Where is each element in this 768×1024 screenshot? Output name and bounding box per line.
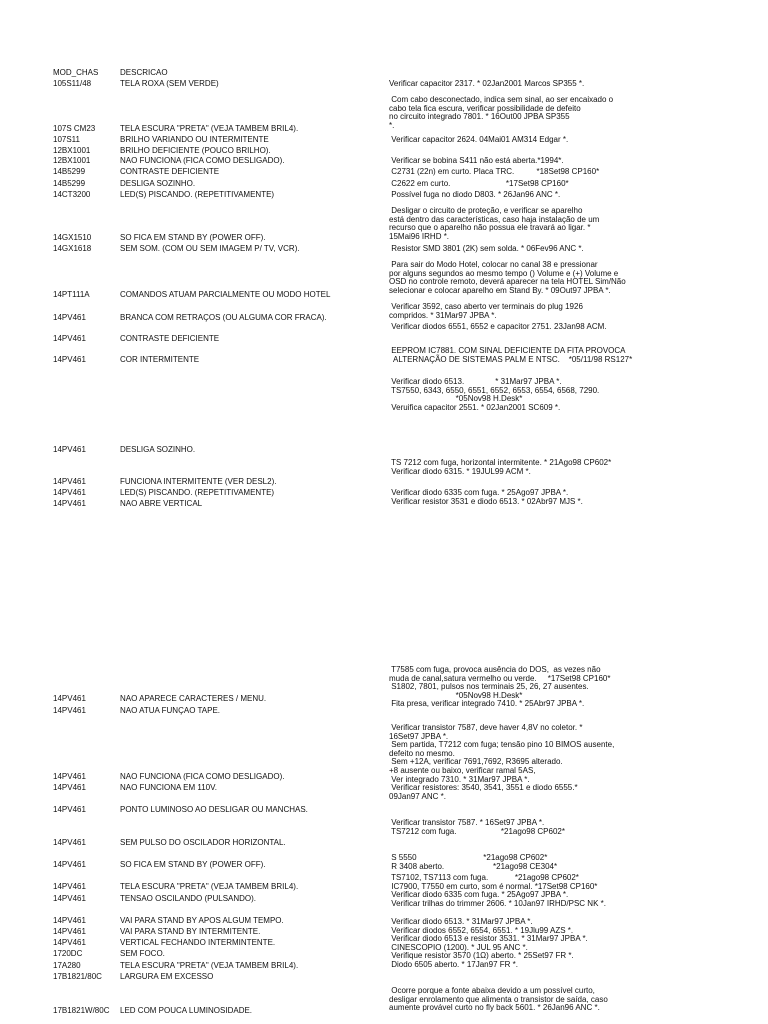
solution-line: Verificar 3592, caso aberto ver terminais do plug 1926 (389, 302, 583, 311)
solution-line: TS7550, 6343, 6550, 6551, 6552, 6553, 6554, 6568, 7290. (389, 385, 600, 395)
solution-line: S1802, 7801, pulsos nos terminais 25, 26, 27 ausentes. (389, 682, 589, 692)
solution-line: 16Set97 JPBA *. (389, 731, 449, 741)
solution-line: TS 7212 com fuga, horizontal intermitente. * 21Ago98 CP602* (389, 458, 612, 467)
solution-line: recurso que o aparelho não possua ele travará ao ligar. * (389, 223, 591, 233)
row-model: 107S CM23 (53, 124, 96, 133)
row-model: 14PV461 (53, 916, 86, 925)
row-description: BRANCA COM RETRAÇOS (OU ALGUMA COR FRACA). (120, 313, 327, 322)
solution-line: Verificar trilhas do trimmer 2606. * 10Jan97 IRHD/PSC NK *. (389, 898, 606, 908)
row-model: 14PV461 (53, 938, 86, 947)
row-model: 14PT111A (53, 290, 90, 299)
solution-line: Para sair do Modo Hotel, colocar no canal 38 e pressionar (389, 260, 598, 269)
solution-line: no circuito integrado 7801. * 16Out00 JPBA SP355 (389, 112, 570, 122)
solution-line: Com cabo desconectado, indica sem sinal, ao ser encaixado o (389, 95, 614, 104)
row-description: PONTO LUMINOSO AO DESLIGAR OU MANCHAS. (120, 805, 308, 814)
row-model: 14PV461 (53, 860, 86, 869)
row-description: TELA ROXA (SEM VERDE) (120, 79, 219, 88)
row-model: 14PV461 (53, 488, 86, 497)
solution-line: C2622 em curto. *17Set98 CP160* (389, 179, 569, 188)
row-model: 14B5299 (53, 167, 86, 176)
solution-line: defeito no mesmo. (389, 748, 455, 758)
row-model: 14PV461 (53, 694, 86, 703)
solution-line: S 5550 *21ago98 CP602* (389, 853, 548, 862)
row-model: 14PV461 (53, 838, 86, 847)
row-model: 14CT3200 (53, 190, 91, 199)
header-model: MOD_CHAS (53, 68, 99, 77)
row-model: 14PV461 (53, 477, 86, 486)
row-description: TENSAO OSCILANDO (PULSANDO). (120, 894, 257, 903)
solution-line: CINESCOPIO (1200). * JUL 95 ANC *. (389, 942, 528, 952)
header-description: DESCRICAO (120, 68, 168, 77)
row-description: BRILHO DEFICIENTE (POUCO BRILHO). (120, 146, 271, 155)
solution-line: Veruifica capacitor 2551. * 02Jan2001 SC609 *. (389, 402, 561, 412)
solution-line: Verificar diodo 6335 com fuga. * 25Ago97 JPBA *. (389, 488, 569, 497)
row-model: 14PV461 (53, 334, 86, 343)
solution-line: selecionar e colocar aparelho em Stand By. * 09Out97 JPBA *. (389, 285, 611, 295)
solution-line: Verificar diodo 6513 e resistor 3531. * 31Mar97 JPBA *. (389, 934, 588, 944)
solution-line: muda de canal,satura vermelho ou verde. *17Set98 CP160* (389, 673, 611, 683)
solution-line: Ocorre porque a fonte abaixa devido a um possível curto, (389, 986, 595, 995)
solution-line: Verificar resistor 3531 e diodo 6513. * 02Abr97 MJS *. (389, 496, 583, 506)
row-description: NAO FUNCIONA (FICA COMO DESLIGADO). (120, 772, 285, 781)
row-model: 17A280 (53, 961, 81, 970)
solution-line: Verificar transistor 7587, deve haver 4,8V no coletor. * (389, 723, 583, 732)
solution-line: Verificar diodo 6513. * 31Mar97 JPBA *. (389, 917, 533, 926)
row-description: SEM PULSO DO OSCILADOR HORIZONTAL. (120, 838, 286, 847)
solution-line: 15Mai96 IRHD *. (389, 231, 450, 241)
solution-line: desligar enrolamento que alimenta o transistor de saída, caso (389, 994, 608, 1004)
row-model: 12BX1001 (53, 156, 91, 165)
row-description: LED(S) PISCANDO. (REPETITIVAMENTE) (120, 190, 275, 199)
row-description: SO FICA EM STAND BY (POWER OFF). (120, 233, 266, 242)
solution-line: Sem partida, T7212 com fuga; tensão pino 10 BIMOS ausente, (389, 740, 615, 750)
solution-line: por alguns segundos ao mesmo tempo () Volume e (+) Volume e (389, 268, 619, 278)
solution-line: TS7212 com fuga. *21ago98 CP602* (389, 826, 565, 836)
row-model: 17B1821/80C (53, 972, 102, 981)
row-description: VAI PARA STAND BY INTERMITENTE. (120, 927, 261, 936)
row-description: TELA ESCURA "PRETA" (VEJA TAMBEM BRIL4). (120, 882, 299, 891)
solution-line: OSD no controle remoto, deverá aparecer na tela HOTEL Sim/Não (389, 277, 626, 287)
solution-line: Sem +12A, verificar 7691,7692, R3695 alterado. (389, 757, 563, 767)
solution-line: Verificar diodos 6552, 6554, 6551. * 19Jlu99 AZS *. (389, 925, 574, 935)
row-model: 14PV461 (53, 355, 86, 364)
solution-line: Diodo 6505 aberto. * 17Jan97 FR *. (389, 960, 518, 969)
row-description: COMANDOS ATUAM PARCIALMENTE OU MODO HOTEL (120, 290, 331, 299)
solution-line: Verifique resistor 3570 (1Ω) aberto. * 25Set97 FR *. (389, 951, 574, 961)
solution-line: Possível fuga no diodo D803. * 26Jan96 ANC *. (389, 190, 561, 199)
solution-line: cabo tela fica escura, verificar possibilidade de defeito (389, 103, 581, 113)
row-model: 105S11/48 (53, 79, 92, 88)
row-description: LARGURA EM EXCESSO (120, 972, 214, 981)
solution-line: Verificar capacitor 2624. 04Mai01 AM314 Edgar *. (389, 135, 569, 144)
solution-line: EEPROM IC7881. COM SINAL DEFICIENTE DA FITA PROVOCA (389, 346, 626, 355)
solution-line: *05Nov98 H.Desk* (389, 690, 523, 700)
solution-line: aumente provável curto no fly back 5601. * 26Jan96 ANC *. (389, 1003, 600, 1013)
row-description: CONTRASTE DEFICIENTE (120, 334, 220, 343)
row-description: BRILHO VARIANDO OU INTERMITENTE (120, 135, 269, 144)
row-description: LED(S) PISCANDO. (REPETITIVAMENTE) (120, 488, 275, 497)
solution-line: Desligar o circuito de proteção, e verificar se aparelho (389, 206, 583, 215)
row-description: TELA ESCURA "PRETA" (VEJA TAMBEM BRIL4). (120, 124, 299, 133)
row-description: NAO ABRE VERTICAL (120, 499, 203, 508)
solution-line: Verificar diodos 6551, 6552 e capacitor 2751. 23Jan98 ACM. (389, 322, 607, 331)
row-description: DESLIGA SOZINHO. (120, 179, 196, 188)
row-description: DESLIGA SOZINHO. (120, 445, 196, 454)
row-model: 14GX1510 (53, 233, 92, 242)
row-description: LED COM POUCA LUMINOSIDADE. (120, 1006, 253, 1015)
row-description: SEM SOM. (COM OU SEM IMAGEM P/ TV, VCR). (120, 244, 300, 253)
row-description: SEM FOCO. (120, 949, 165, 958)
solution-line: C2731 (22n) em curto. Placa TRC. *18Set98 CP160* (389, 167, 600, 176)
row-model: 14PV461 (53, 445, 86, 454)
solution-line: *05Nov98 H.Desk* (389, 394, 523, 404)
row-description: VAI PARA STAND BY APOS ALGUM TEMPO. (120, 916, 284, 925)
solution-line: Ver integrado 7310. * 31Mar97 JPBA *. (389, 774, 530, 784)
solution-line: Verificar diodo 6513. * 31Mar97 JPBA *. (389, 377, 562, 386)
row-model: 14PV461 (53, 706, 86, 715)
solution-line: Verificar capacitor 2317. * 02Jan2001 Marcos SP355 *. (389, 79, 585, 88)
solution-line: 09Jan97 ANC *. (389, 791, 446, 801)
row-model: 17B1821W/80C (53, 1006, 110, 1015)
solution-line: Verificar se bobina S411 não está aberta.*1994*. (389, 156, 564, 165)
row-description: NAO FUNCIONA (FICA COMO DESLIGADO). (120, 156, 285, 165)
solution-line: Fita presa, verificar integrado 7410. * 25Abr97 JPBA *. (389, 699, 585, 709)
row-description: SO FICA EM STAND BY (POWER OFF). (120, 860, 266, 869)
solution-line: *. (389, 120, 395, 130)
solution-line: Verificar diodo 6315. * 19JUL99 ACM *. (389, 466, 531, 476)
row-description: COR INTERMITENTE (120, 355, 200, 364)
solution-line: está dentro das características, caso haja instalação de um (389, 214, 600, 224)
row-description: NAO ATUA FUNÇAO TAPE. (120, 706, 221, 715)
row-model: 14PV461 (53, 805, 86, 814)
solution-line: Verificar transistor 7587. * 16Set97 JPBA *. (389, 818, 545, 827)
row-model: 107S11 (53, 135, 80, 144)
row-description: VERTICAL FECHANDO INTERMINTENTE. (120, 938, 276, 947)
solution-line: Resistor SMD 3801 (2K) sem solda. * 06Fev96 ANC *. (389, 244, 584, 253)
row-model: 12BX1001 (53, 146, 91, 155)
row-model: 14PV461 (53, 499, 86, 508)
row-model: 14B5299 (53, 179, 86, 188)
row-description: NAO FUNCIONA EM 110V. (120, 783, 217, 792)
solution-line: R 3408 aberto. *21ago98 CE304* (389, 861, 558, 871)
solution-line: ALTERNAÇÃO DE SISTEMAS PALM E NTSC. *05/11/98 RS127* (389, 354, 633, 364)
row-description: TELA ESCURA "PRETA" (VEJA TAMBEM BRIL4). (120, 961, 299, 970)
row-description: FUNCIONA INTERMITENTE (VER DESL2). (120, 477, 277, 486)
row-description: CONTRASTE DEFICIENTE (120, 167, 220, 176)
row-model: 14PV461 (53, 927, 86, 936)
row-model: 1720DC (53, 949, 83, 958)
solution-line: T7585 com fuga, provoca ausência do DOS, as vezes não (389, 665, 601, 674)
solution-line: Verificar diodo 6335 com fuga. * 25Ago97 JPBA *. (389, 890, 569, 900)
row-model: 14PV461 (53, 882, 86, 891)
solution-line: TS7102, TS7113 com fuga. *21ago98 CP602* (389, 873, 579, 882)
row-model: 14PV461 (53, 894, 86, 903)
solution-line: +8 ausente ou baixo, verificar ramal 5AS, (389, 766, 536, 775)
solution-line: compridos. * 31Mar97 JPBA *. (389, 310, 497, 320)
row-model: 14GX1618 (53, 244, 92, 253)
row-model: 14PV461 (53, 783, 86, 792)
solution-line: IC7900, T7550 em curto, som é normal. *17Set98 CP160* (389, 881, 598, 891)
row-description: NAO APARECE CARACTERES / MENU. (120, 694, 267, 703)
row-model: 14PV461 (53, 772, 86, 781)
solution-line: Verificar resistores: 3540, 3541, 3551 e diodo 6555.* (389, 783, 578, 793)
row-model: 14PV461 (53, 313, 86, 322)
